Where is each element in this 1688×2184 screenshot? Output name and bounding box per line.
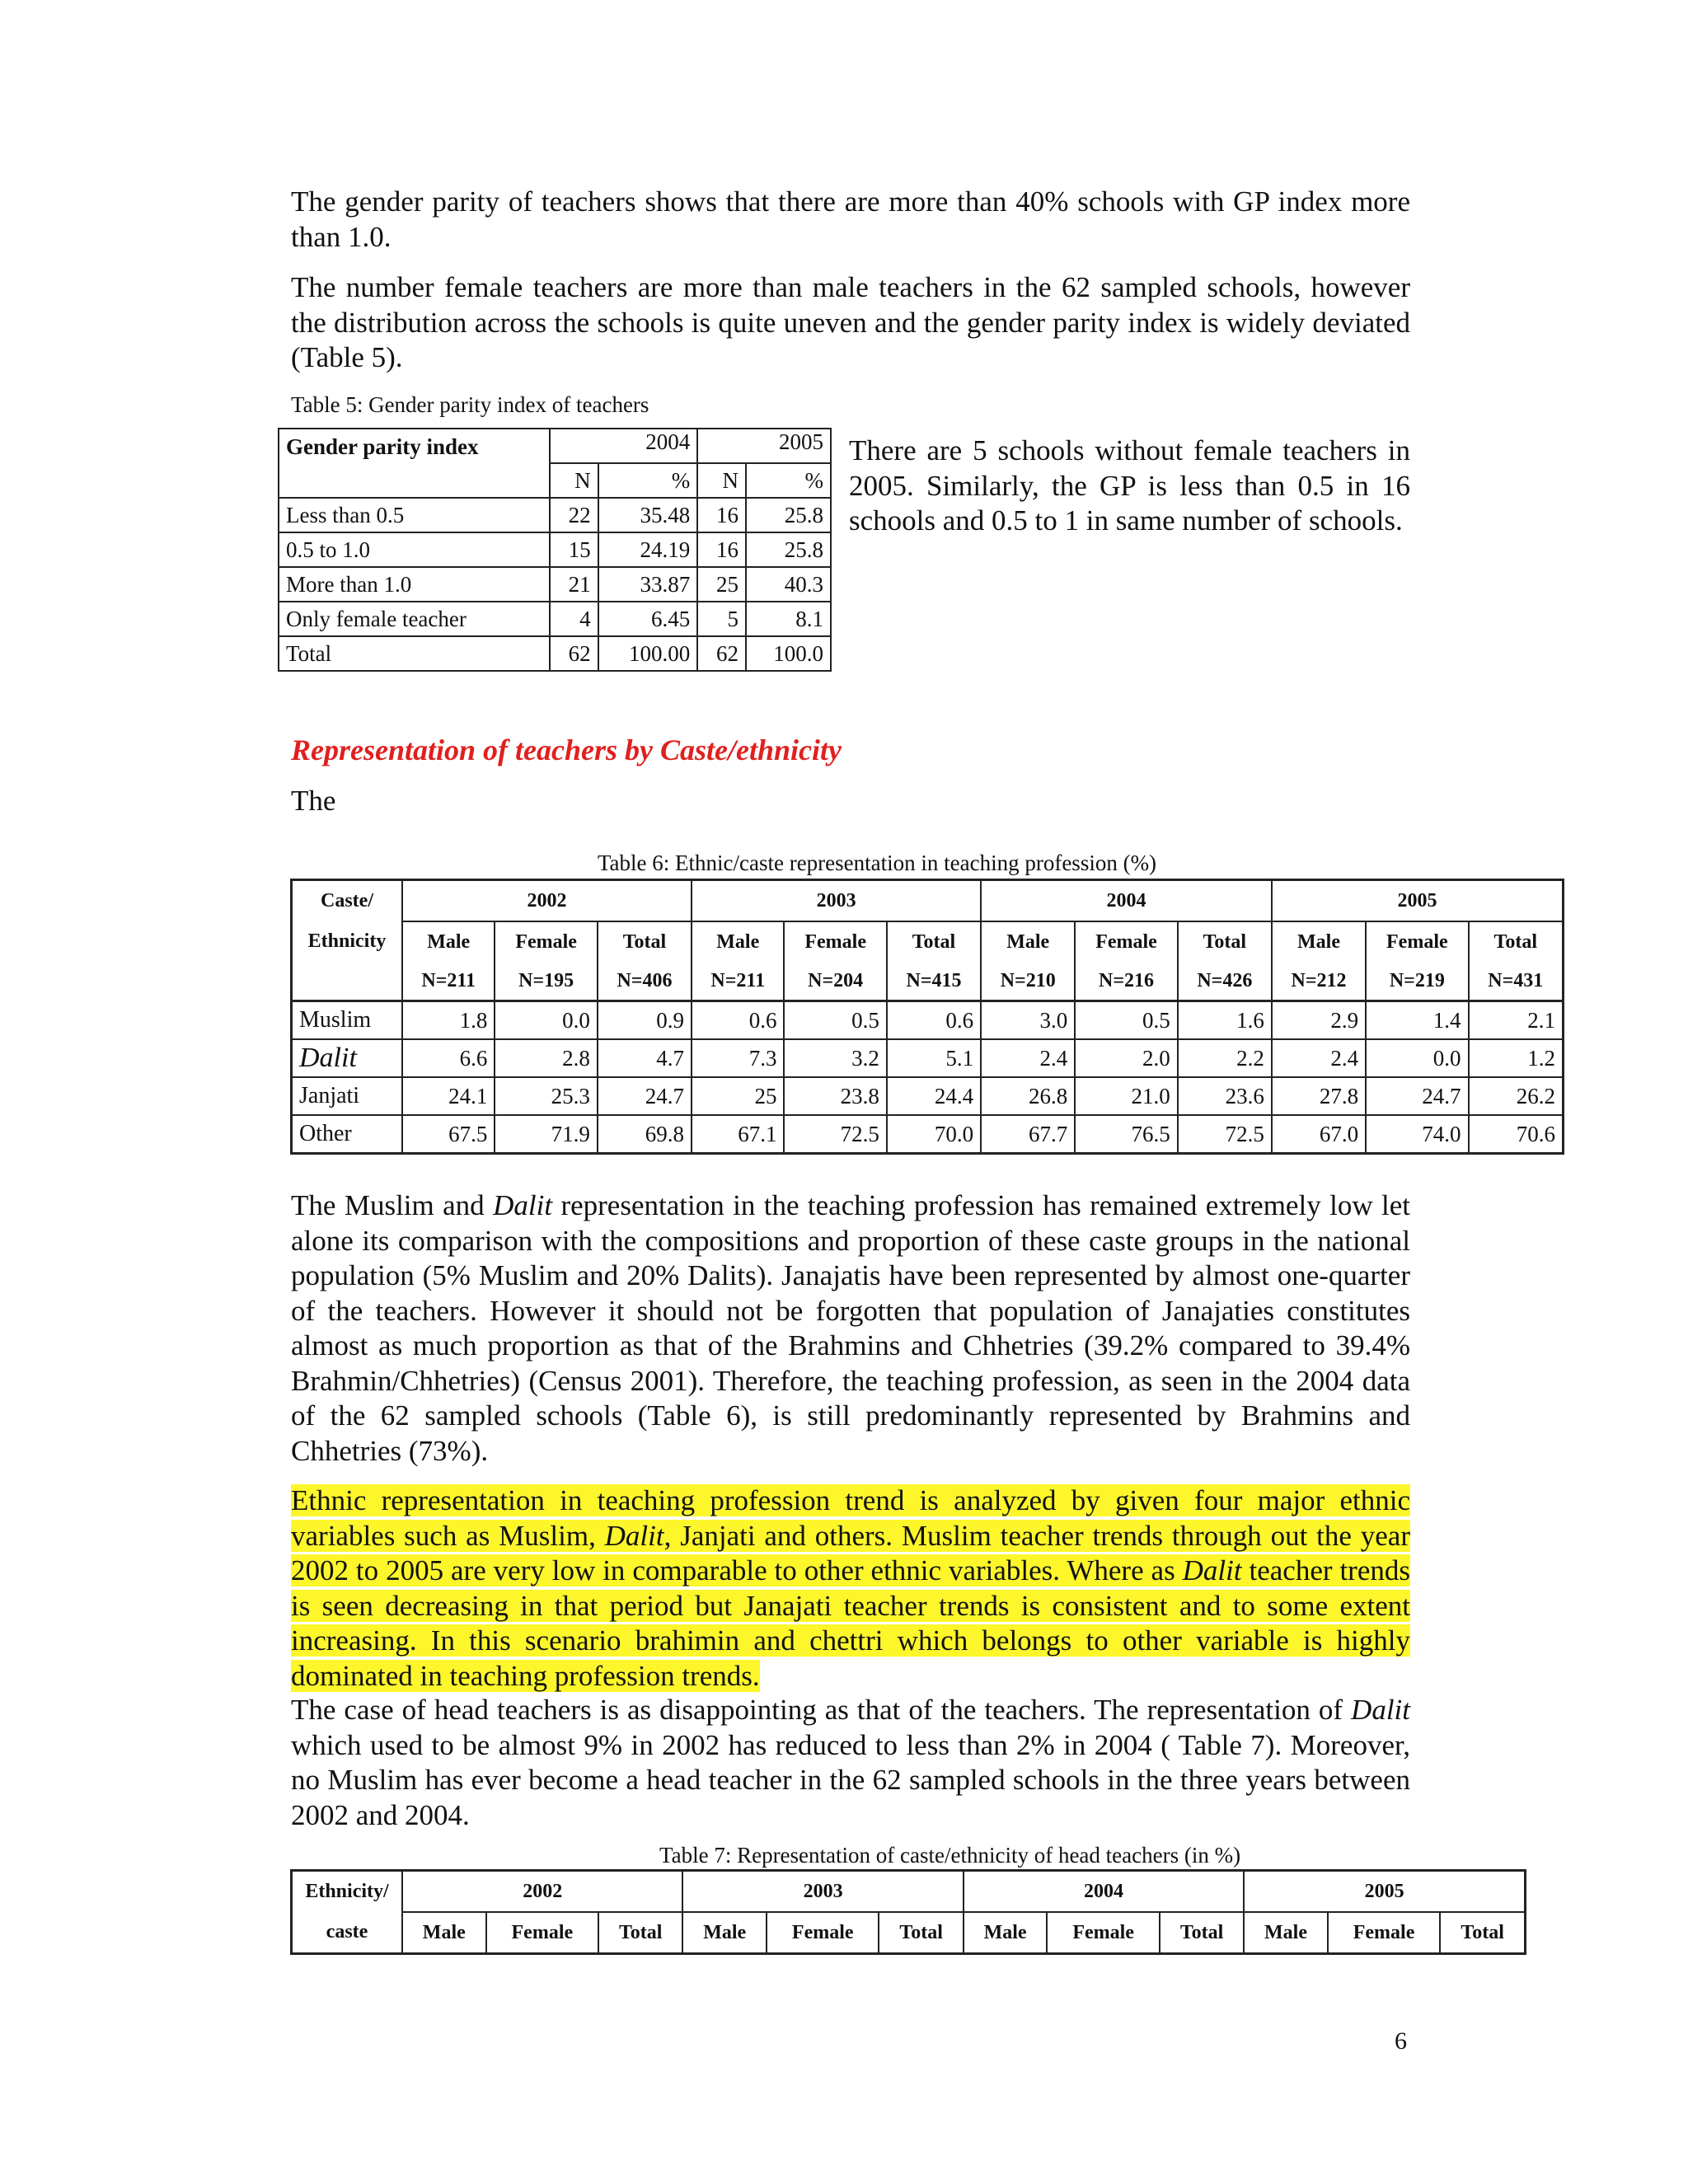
table6-cell: 67.5 — [402, 1115, 495, 1154]
highlighted-text-italic: Dalit — [604, 1519, 664, 1552]
table5-cell: 25.8 — [746, 532, 831, 567]
table6-col: Female — [1075, 921, 1177, 962]
table7-col: Total — [879, 1912, 963, 1954]
table6-cell: 5.1 — [887, 1039, 981, 1077]
body-paragraph-5 — [291, 1693, 1410, 1833]
table7-col: Male — [682, 1912, 767, 1954]
table6-cell: 26.2 — [1469, 1077, 1564, 1115]
body-paragraph-4-highlighted — [291, 1483, 1410, 1694]
table5-cell: 5 — [697, 602, 746, 636]
table5-row-header: Gender parity index — [279, 429, 550, 498]
table6-cell: 1.4 — [1366, 1001, 1468, 1040]
table7-corner-bottom: caste — [292, 1912, 403, 1954]
table6-cell: 74.0 — [1366, 1115, 1468, 1154]
body-text: The case of head teachers is as disappointing as that of the teachers. The representation of — [291, 1694, 1352, 1726]
highlighted-text: Ethnic representation in teaching profession trend is analyzed by given four major ethnic variables such as Muslim, — [291, 1484, 1410, 1552]
table7-col: Female — [486, 1912, 598, 1954]
table6-cell: 0.6 — [692, 1001, 784, 1040]
table6-row-label: Dalit — [292, 1039, 403, 1077]
table5-cell: 62 — [697, 636, 746, 671]
table5-cell: 8.1 — [746, 602, 831, 636]
table5-row-label: Only female teacher — [279, 602, 550, 636]
table6-caption — [0, 849, 1688, 877]
table6-year: 2003 — [692, 880, 981, 922]
table5-row-label: 0.5 to 1.0 — [279, 532, 550, 567]
table-row — [279, 636, 831, 671]
table6-n: N=212 — [1272, 962, 1366, 1001]
table6-cell: 24.7 — [598, 1077, 692, 1115]
table6-col: Total — [1469, 921, 1564, 962]
table6-cell: 0.6 — [887, 1001, 981, 1040]
table7-col: Female — [1328, 1912, 1440, 1954]
table6-n: N=216 — [1075, 962, 1177, 1001]
table5-year-2005: 2005 — [697, 429, 831, 463]
table6-cell: 26.8 — [981, 1077, 1075, 1115]
table6-cell: 70.0 — [887, 1115, 981, 1154]
table-row — [292, 1115, 1564, 1154]
table7-year: 2002 — [402, 1871, 682, 1913]
section-stub-text: The — [291, 785, 336, 817]
table5-cell: 21 — [550, 567, 598, 602]
table5-gender-parity — [278, 428, 832, 672]
table5-row-label: More than 1.0 — [279, 567, 550, 602]
table6-corner-top: Caste/ — [292, 880, 403, 922]
table7-col: Total — [1440, 1912, 1525, 1954]
table6-cell: 21.0 — [1075, 1077, 1177, 1115]
table6-cell: 6.6 — [402, 1039, 495, 1077]
table5-cell: 100.00 — [598, 636, 698, 671]
body-text-italic: Dalit — [493, 1189, 553, 1221]
table6-cell: 71.9 — [495, 1115, 597, 1154]
table6-cell: 27.8 — [1272, 1077, 1366, 1115]
table6-col: Male — [981, 921, 1075, 962]
table6-year: 2005 — [1272, 880, 1564, 922]
table6-cell: 1.6 — [1178, 1001, 1272, 1040]
table6-cell: 24.1 — [402, 1077, 495, 1115]
table6-cell: 76.5 — [1075, 1115, 1177, 1154]
table-row — [292, 1039, 1564, 1077]
highlighted-text: , Janjati and others. Muslim teacher trends through out the year 2002 to 2005 are very low in comparable to other ethnic variables. Where as — [291, 1519, 1410, 1586]
table6-cell: 72.5 — [1178, 1115, 1272, 1154]
table6-cell: 2.4 — [981, 1039, 1075, 1077]
table6-n: N=204 — [784, 962, 886, 1001]
table-row — [292, 1001, 1564, 1040]
table6-n: N=211 — [402, 962, 495, 1001]
table5-col: N — [550, 463, 598, 498]
table5-year-2004: 2004 — [550, 429, 697, 463]
table6-col: Total — [598, 921, 692, 962]
table5-col: % — [746, 463, 831, 498]
table5-cell: 62 — [550, 636, 598, 671]
table6-cell: 25.3 — [495, 1077, 597, 1115]
table6-cell: 23.8 — [784, 1077, 886, 1115]
table7-year: 2004 — [964, 1871, 1244, 1913]
table6-cell: 2.2 — [1178, 1039, 1272, 1077]
table6-cell: 24.7 — [1366, 1077, 1468, 1115]
table7-head-teachers — [290, 1869, 1526, 1955]
table6-n: N=426 — [1178, 962, 1272, 1001]
table6-col: Male — [692, 921, 784, 962]
section-heading: Representation of teachers by Caste/ethnicity — [291, 733, 842, 766]
table6-corner-bottom: Ethnicity — [292, 921, 403, 962]
table7-year: 2005 — [1244, 1871, 1525, 1913]
table5-cell: 16 — [697, 532, 746, 567]
table7-col: Male — [1244, 1912, 1328, 1954]
table6-col: Female — [1366, 921, 1468, 962]
table6-col: Total — [1178, 921, 1272, 962]
table6-row-label: Muslim — [292, 1001, 403, 1040]
table6-col: Female — [784, 921, 886, 962]
body-text: representation in the teaching profession has remained extremely low let alone its comparison with the compositions and proportion of these caste groups in the national population (5% Muslim and 20% Dalits). Janajatis have been represented by almost one-quarter of the teachers. However it should not be forgotten that population of Janajaties constitutes almost as much proportion as that of the Brahmins and Chhetries (39.2% compared to 39.4% Brahmin/Chhetries) (Census 2001). Therefore, the teaching profession, as seen in the 2004 data of the 62 sampled schools (Table 6), is still predominantly represented by Brahmins and Chhetries (73%). — [291, 1189, 1410, 1467]
table6-cell: 2.4 — [1272, 1039, 1366, 1077]
table5-cell: 15 — [550, 532, 598, 567]
table6-corner-blank — [292, 962, 403, 1001]
table6-cell: 0.0 — [1366, 1039, 1468, 1077]
body-paragraph-3 — [291, 1188, 1410, 1469]
table6-cell: 0.5 — [784, 1001, 886, 1040]
table6-n: N=195 — [495, 962, 597, 1001]
table6-cell: 25 — [692, 1077, 784, 1115]
table-row — [279, 498, 831, 532]
table6-cell: 2.8 — [495, 1039, 597, 1077]
table6-cell: 0.9 — [598, 1001, 692, 1040]
table5-row-label: Total — [279, 636, 550, 671]
table6-cell: 0.0 — [495, 1001, 597, 1040]
table6-n: N=211 — [692, 962, 784, 1001]
table-row — [292, 1077, 1564, 1115]
intro-paragraph-2: The number female teachers are more than male teachers in the 62 sampled schools, however the distribution across the schools is quite uneven and the gender parity index is widely deviated (Table 5). — [291, 271, 1410, 373]
table6-cell: 69.8 — [598, 1115, 692, 1154]
intro-paragraph-1: The gender parity of teachers shows that there are more than 40% schools with GP index more than 1.0. — [291, 185, 1410, 253]
table5-cell: 25 — [697, 567, 746, 602]
highlighted-text: teacher trends is seen decreasing in that period but Janajati teacher trends is consistent and to some extent increasing. In this scenario brahimin and chettri which belongs to other variable is highly dominated in teaching profession trends. — [291, 1554, 1410, 1692]
table6-ethnic-representation — [290, 879, 1564, 1155]
table6-cell: 1.8 — [402, 1001, 495, 1040]
table5-cell: 22 — [550, 498, 598, 532]
table6-cell: 67.0 — [1272, 1115, 1366, 1154]
body-text-italic: Dalit — [1351, 1694, 1410, 1726]
table5-cell: 25.8 — [746, 498, 831, 532]
table5-cell: 4 — [550, 602, 598, 636]
table6-cell: 3.2 — [784, 1039, 886, 1077]
table6-n: N=431 — [1469, 962, 1564, 1001]
table6-cell: 2.1 — [1469, 1001, 1564, 1040]
table6-n: N=219 — [1366, 962, 1468, 1001]
table5-cell: 100.0 — [746, 636, 831, 671]
table5-caption: Table 5: Gender parity index of teachers — [291, 392, 649, 417]
table7-col: Male — [402, 1912, 486, 1954]
table5-cell: 16 — [697, 498, 746, 532]
body-text: The Muslim and — [291, 1189, 494, 1221]
table6-col: Male — [1272, 921, 1366, 962]
table-row — [279, 602, 831, 636]
table6-cell: 2.0 — [1075, 1039, 1177, 1077]
table5-cell: 40.3 — [746, 567, 831, 602]
table7-col: Female — [767, 1912, 879, 1954]
table5-cell: 33.87 — [598, 567, 698, 602]
table5-col: % — [598, 463, 698, 498]
table6-cell: 67.1 — [692, 1115, 784, 1154]
table5-side-text: There are 5 schools without female teachers in 2005. Similarly, the GP is less than 0.5 in 16 schools and 0.5 to 1 in same number of schools. — [849, 434, 1410, 537]
table7-col: Female — [1047, 1912, 1159, 1954]
table6-cell: 23.6 — [1178, 1077, 1272, 1115]
table7-year: 2003 — [682, 1871, 963, 1913]
table6-row-label: Janjati — [292, 1077, 403, 1115]
table-row — [279, 567, 831, 602]
table6-col: Male — [402, 921, 495, 962]
table6-cell: 3.0 — [981, 1001, 1075, 1040]
table6-cell: 2.9 — [1272, 1001, 1366, 1040]
table5-cell: 6.45 — [598, 602, 698, 636]
table6-year: 2004 — [981, 880, 1272, 922]
table7-col: Male — [964, 1912, 1048, 1954]
table6-cell: 7.3 — [692, 1039, 784, 1077]
table5-row-label: Less than 0.5 — [279, 498, 550, 532]
table7-col: Total — [1160, 1912, 1244, 1954]
table6-caption-text: Table 6: Ethnic/caste representation in teaching profession (%) — [597, 851, 1157, 875]
body-text: which used to be almost 9% in 2002 has reduced to less than 2% in 2004 ( Table 7). Moreover, no Muslim has ever become a head teacher in the 62 sampled schools in the three years between 2002 and 2004. — [291, 1728, 1410, 1831]
table5-col: N — [697, 463, 746, 498]
table6-row-label: Other — [292, 1115, 403, 1154]
table6-cell: 67.7 — [981, 1115, 1075, 1154]
table5-cell: 24.19 — [598, 532, 698, 567]
table6-cell: 0.5 — [1075, 1001, 1177, 1040]
table-row — [279, 532, 831, 567]
table6-col: Female — [495, 921, 597, 962]
table6-cell: 24.4 — [887, 1077, 981, 1115]
page-number: 6 — [1395, 2027, 1407, 2055]
table7-col: Total — [598, 1912, 682, 1954]
table6-cell: 70.6 — [1469, 1115, 1564, 1154]
table6-year: 2002 — [402, 880, 692, 922]
table6-n: N=210 — [981, 962, 1075, 1001]
table5-cell: 35.48 — [598, 498, 698, 532]
table6-cell: 72.5 — [784, 1115, 886, 1154]
table7-caption: Table 7: Representation of caste/ethnicity of head teachers (in %) — [659, 1843, 1241, 1868]
table6-n: N=406 — [598, 962, 692, 1001]
table6-cell: 1.2 — [1469, 1039, 1564, 1077]
table6-n: N=415 — [887, 962, 981, 1001]
highlighted-text-italic: Dalit — [1182, 1554, 1242, 1586]
table7-corner-top: Ethnicity/ — [292, 1871, 403, 1913]
table6-cell: 4.7 — [598, 1039, 692, 1077]
table6-col: Total — [887, 921, 981, 962]
